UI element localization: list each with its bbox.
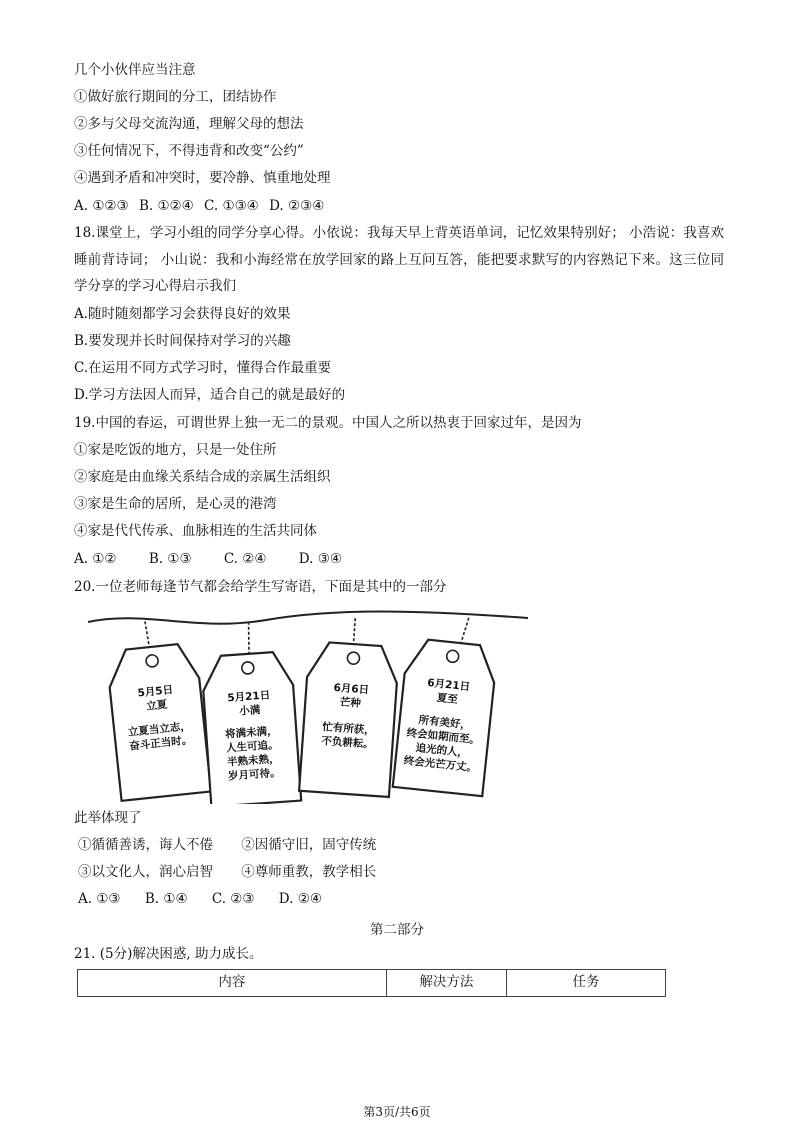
q20-item-4: ④尊师重教，教学相长: [241, 864, 377, 880]
hanging-string: [88, 612, 528, 624]
col-header-task: 任务: [507, 970, 666, 997]
q19-option-a[interactable]: A. ①②: [74, 551, 117, 567]
tag1-date: 5月5日: [137, 683, 174, 700]
page-footer: 第3页/共6页: [363, 1105, 431, 1119]
tag-xiaoman: [199, 619, 301, 804]
q20-items-row2: [78, 862, 376, 882]
q20-stem: 20.一位老师每逢节气都会给学生写寄语，下面是其中的一部分: [74, 579, 447, 595]
q19-item-1: ①家是吃饭的地方，只是一处住所: [74, 442, 277, 458]
q17-option-a[interactable]: A. ①②③: [74, 198, 129, 214]
tag2-line-2: 人生可追。: [225, 738, 279, 755]
tag3-term: 芒种: [339, 696, 362, 710]
tag4-line-2: 终会如期而至。: [406, 726, 481, 747]
tag4-line-1: 所有美好，: [417, 714, 472, 732]
q19-stem: 19.中国的春运，可谓世界上独一无二的景观。中国人之所以热衷于回家过年，是因为: [74, 415, 582, 431]
q19-options: [74, 549, 342, 569]
q19-item-4: ④家是代代传承、血脉相连的生活共同体: [74, 523, 317, 539]
q17-item-1: ①做好旅行期间的分工，团结协作: [74, 89, 277, 105]
tag1-line-2: 奋斗正当时。: [128, 734, 193, 753]
col-header-content: 内容: [78, 970, 387, 997]
q19-item-2: ②家庭是由血缘关系结合成的亲属生活组织: [74, 469, 331, 485]
q17-item-2: ②多与父母交流沟通，理解父母的想法: [74, 116, 304, 132]
q20-item-1: ①循循善诱，诲人不倦: [78, 837, 213, 853]
q20-option-c[interactable]: C. ②③: [211, 891, 255, 907]
q20-option-d[interactable]: D. ②④: [278, 891, 322, 907]
col-header-method: 解决方法: [386, 970, 506, 997]
tag2-line-4: 岁月可待。: [227, 766, 281, 783]
solar-term-tags-illustration: [86, 608, 530, 804]
tag4-date: 6月21日: [426, 676, 471, 694]
tag-mangzhong: [299, 615, 401, 797]
tag-lixia: [103, 616, 211, 800]
q20-item-3: ③以文化人，润心启智: [78, 864, 213, 880]
q20-option-a[interactable]: A. ①③: [78, 891, 121, 907]
tag3-line-2: 不负耕耘。: [320, 735, 375, 751]
tag1-term: 立夏: [145, 698, 168, 713]
q20-option-b[interactable]: B. ①④: [144, 891, 188, 907]
tag2-term: 小满: [238, 704, 261, 718]
tag4-line-3: 追光的人，: [415, 742, 469, 760]
tag3-line-1: 忙有所获，: [321, 721, 376, 737]
q21-stem: 21. (5分)解决困惑, 助力成长。: [74, 946, 263, 962]
tag2-line-1: 将满未满，: [224, 725, 278, 741]
tag2-date: 5月21日: [227, 689, 271, 705]
q19-option-c[interactable]: C. ②④: [223, 551, 267, 567]
q20-options: [78, 889, 322, 909]
q18-stem: 18.课堂上，学习小组的同学分享心得。小依说：我每天早上背英语单词，记忆效果特别好； 小浩说：我喜欢睡前背诗词； 小山说：我和小海经常在放学回家的路上互问互答，能把要求默写的内容熟记下来。这三位同学分享的学习心得启示我们: [74, 225, 724, 294]
q18-option-d[interactable]: D.学习方法因人而异，适合自己的就是最好的: [74, 387, 346, 403]
q20-items-row1: [78, 835, 376, 855]
q17-item-4: ④遇到矛盾和冲突时，要冷静、慎重地处理: [74, 170, 331, 186]
q17-option-c[interactable]: C. ①③④: [204, 198, 259, 214]
tag4-line-4: 终会光芒万丈。: [403, 754, 478, 775]
q19-option-b[interactable]: B. ①③: [148, 551, 192, 567]
q20-item-2: ②因循守旧，固守传统: [241, 837, 377, 853]
q18-option-a[interactable]: A.随时随刻都学习会获得良好的效果: [74, 306, 291, 322]
tag-xiazhi: [393, 612, 501, 796]
q17-option-b[interactable]: B. ①②④: [138, 198, 194, 214]
q17-stem: 几个小伙伴应当注意: [74, 62, 196, 78]
q18-option-b[interactable]: B.要发现并长时间保持对学习的兴趣: [74, 333, 291, 349]
q17-option-d[interactable]: D. ②③④: [269, 198, 325, 214]
tag4-term: 夏至: [436, 691, 459, 707]
tag3-date: 6月6日: [333, 681, 370, 697]
q17-options: [74, 196, 324, 216]
tag1-line-1: 立夏当立志，: [127, 720, 192, 739]
tag2-line-3: 半熟未熟，: [226, 752, 280, 769]
q19-item-3: ③家是生命的居所，是心灵的港湾: [74, 496, 277, 512]
section-title: 第二部分: [370, 922, 424, 938]
q21-table: [77, 969, 666, 997]
q17-item-3: ③任何情况下，不得违背和改变“公约”: [74, 143, 304, 159]
q19-option-d[interactable]: D. ③④: [298, 551, 342, 567]
q18-option-c[interactable]: C.在运用不同方式学习时，懂得合作最重要: [74, 360, 332, 376]
table-header-row: [78, 970, 666, 997]
q20-lead: 此举体现了: [74, 810, 142, 826]
